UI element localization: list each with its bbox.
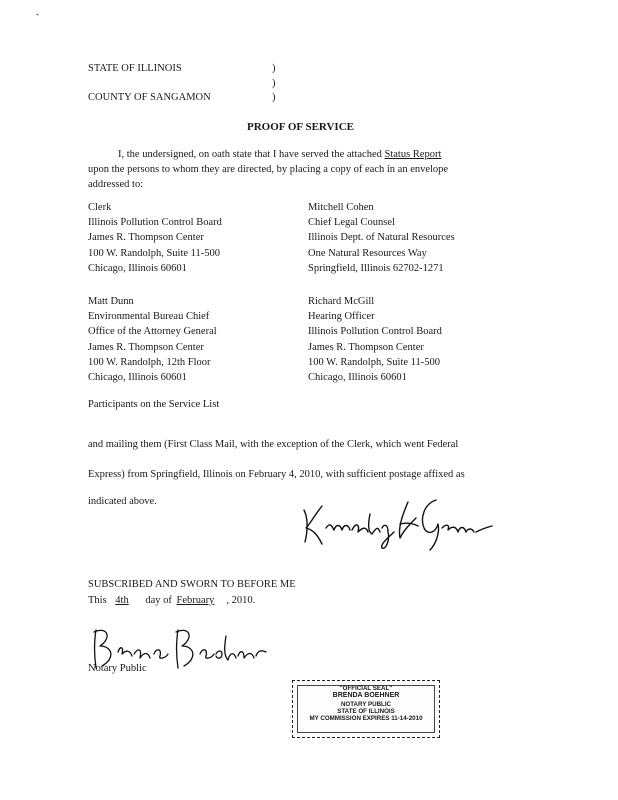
address-line: Clerk [88,202,112,213]
address-line: Illinois Pollution Control Board [308,326,442,338]
address-line: Mitchell Cohen [308,202,374,213]
seal-line: BRENDA BOEHNER [332,692,400,700]
address-line: 100 W. Randolph, 12th Floor [88,356,211,368]
address-line: James R. Thompson Center [88,232,204,244]
seal-line: NOTARY PUBLIC [340,700,392,708]
address-line: Chicago, Illinois 60601 [308,371,407,383]
document-title-link: Status Report [384,149,442,160]
intro-text: I, the undersigned, on oath state that I have served the attached [118,149,382,160]
seal-line: MY COMMISSION EXPIRES 11-14-2010 [309,715,423,723]
address-line: Illinois Pollution Control Board [88,217,222,229]
recipient-cohen [308,203,455,279]
corner-mark: - [36,9,39,19]
notary-public-label: Notary Public [88,663,147,674]
this-label: This [88,595,107,606]
address-line: Matt Dunn [88,296,134,307]
address-line: Chief Legal Counsel [308,217,395,229]
recipient-dunn [88,297,217,388]
seal-line: STATE OF ILLINOIS [337,707,395,715]
subscribed-date-line [88,596,255,607]
caption-paren-3: ) [272,92,276,103]
intro-line-2: upon the persons to whom they are directed, by placing a copy of each in an envelope [88,164,449,175]
day-value: 4th [115,595,129,606]
intro-line-1 [118,150,441,161]
address-line: Chicago, Illinois 60601 [88,371,187,383]
caption-paren-1: ) [272,63,276,74]
official-seal-stamp [292,680,440,738]
recipient-mcgill [308,297,442,388]
address-line: Richard McGill [308,296,375,307]
caption-paren-2: ) [272,78,276,89]
affiant-signature [296,488,496,554]
participants-line: Participants on the Service List [88,399,220,410]
seal-line: "OFFICIAL SEAL" [339,685,393,692]
day-of-label: day of [145,595,172,606]
recipient-clerk [88,203,222,279]
page-title: PROOF OF SERVICE [247,121,354,133]
address-line: 100 W. Randolph, Suite 11-500 [308,356,441,368]
address-line: Chicago, Illinois 60601 [88,262,187,274]
address-line: 100 W. Randolph, Suite 11-500 [88,247,221,259]
mailing-line-3: indicated above. [88,496,157,507]
caption-state: STATE OF ILLINOIS [88,63,182,74]
address-line: Environmental Bureau Chief [88,311,210,323]
subscribed-heading: SUBSCRIBED AND SWORN TO BEFORE ME [88,579,296,590]
mailing-line-1: and mailing them (First Class Mail, with the exception of the Clerk, which went Federal [88,439,459,450]
year-value: , 2010. [226,595,256,606]
address-line: James R. Thompson Center [308,341,424,353]
address-line: Office of the Attorney General [88,326,217,338]
mailing-line-2: Express) from Springfield, Illinois on February 4, 2010, with sufficient postage affixed as [88,469,465,480]
address-line: Springfield, Illinois 62702-1271 [308,262,444,274]
intro-line-3: addressed to: [88,179,144,190]
address-line: Illinois Dept. of Natural Resources [308,232,455,244]
address-line: James R. Thompson Center [88,341,204,353]
month-value: February [176,595,215,606]
caption-county: COUNTY OF SANGAMON [88,92,211,103]
address-line: Hearing Officer [308,311,375,323]
address-line: One Natural Resources Way [308,247,427,259]
